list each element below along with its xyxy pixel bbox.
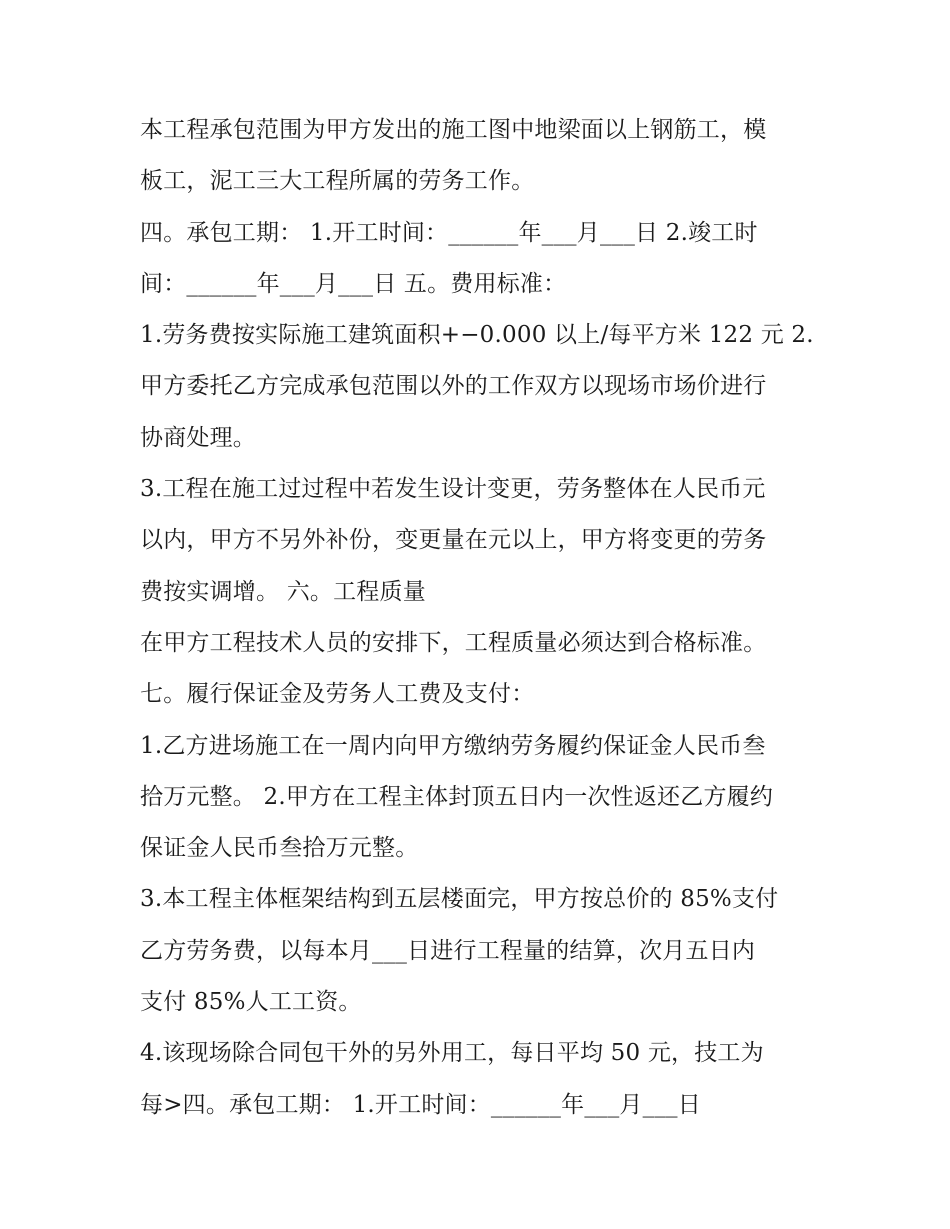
text-line: 协商处理。 (140, 424, 256, 451)
text-line: 支付 85%人工工资。 (140, 989, 362, 1016)
text-line: 板工，泥工三大工程所属的劳务工作。 (140, 168, 535, 195)
text-line: 在甲方工程技术人员的安排下，工程质量必须达到合格标准。 (140, 629, 767, 656)
text-line: 四。承包工期： 1.开工时间：______年___月___日 2.竣工时 (140, 219, 758, 246)
text-line: 以内，甲方不另外补份，变更量在元以上，甲方将变更的劳务 (140, 527, 767, 554)
text-line: 拾万元整。 2.甲方在工程主体封顶五日内一次性返还乙方履约 (140, 783, 774, 810)
text-line: 1.劳务费按实际施工建筑面积+−0.000 以上/每平方米 122 元 2. (140, 322, 814, 349)
document-body (140, 105, 820, 1131)
text-line: 保证金人民币叁拾万元整。 (140, 835, 419, 862)
text-line: 4.该现场除合同包干外的另外用工，每日平均 50 元，技工为 (140, 1040, 764, 1067)
text-line: 甲方委托乙方完成承包范围以外的工作双方以现场市场价进行 (140, 373, 767, 400)
text-line: 乙方劳务费，以每本月___日进行工程量的结算，次月五日内 (140, 937, 756, 964)
text-line: 每>四。承包工期： 1.开工时间：______年___月___日 (140, 1091, 701, 1118)
text-line: 七。履行保证金及劳务人工费及支付： (140, 681, 535, 708)
text-line: 本工程承包范围为甲方发出的施工图中地梁面以上钢筋工，模 (140, 117, 767, 143)
text-line: 费按实调增。 六。工程质量 (140, 578, 426, 605)
text-line: 3.工程在施工过过程中若发生设计变更，劳务整体在人民币元 (140, 476, 766, 503)
text-line: 3.本工程主体框架结构到五层楼面完，甲方按总价的 85%支付 (140, 886, 779, 913)
text-line: 1.乙方进场施工在一周内向甲方缴纳劳务履约保证金人民币叁 (140, 732, 766, 759)
text-line: 间：______年___月___日 五。费用标准： (140, 270, 567, 297)
